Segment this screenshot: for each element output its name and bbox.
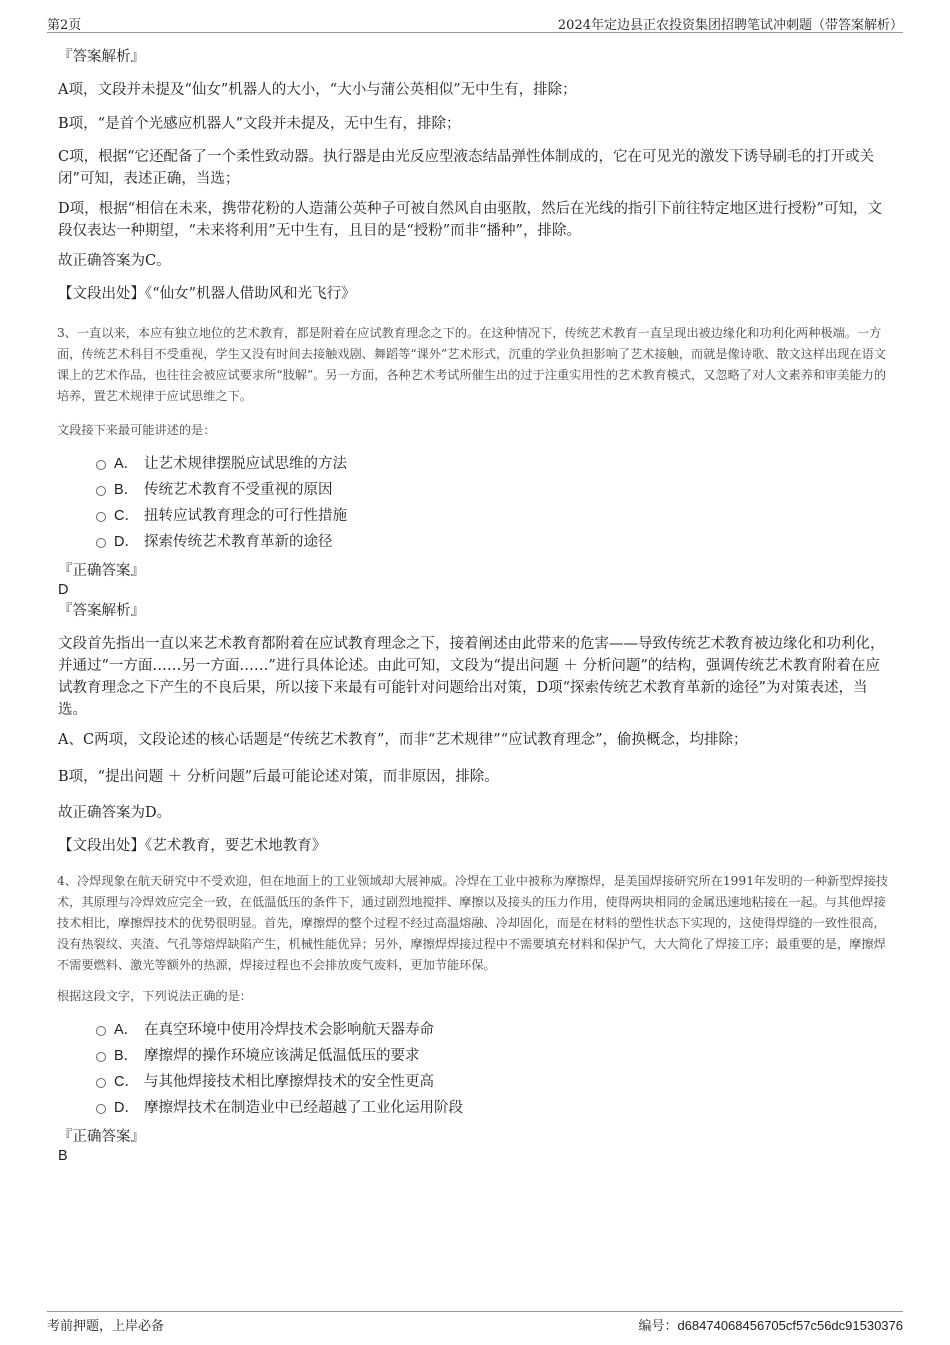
option-letter: D．	[114, 1100, 139, 1116]
q3-option-d[interactable]	[96, 531, 333, 553]
q3-answer: D	[58, 582, 69, 598]
analysis-line-b: B项，“是首个光感应机器人”文段并未提及，无中生有，排除；	[58, 116, 461, 132]
radio-icon[interactable]	[96, 538, 106, 548]
q3-analysis-1: 文段首先指出一直以来艺术教育都附着在应试教育理念之下，接着阐述由此带来的危害——导致传统艺术教育被边缘化和功利化，并通过“一方面……另一方面……”进行具体论述。由此可知，文段为“提出问题 ＋ 分析问题”的结构，强调传统艺术教育附着在应试教育理念之下产生的不良后果，所以接下来最有可能针对问题给出对策，D项“探索传统艺术教育革新的途径”为对策表述，当选。	[58, 636, 885, 718]
q4-option-a[interactable]	[96, 1019, 434, 1041]
q4-answer-label: 『正确答案』	[58, 1129, 145, 1145]
option-text: 扭转应试教育理念的可行性措施	[144, 508, 347, 524]
q3-source-citation: 【文段出处】《艺术教育，要艺术地教育》	[58, 838, 327, 854]
option-text: 与其他焊接技术相比摩擦焊技术的安全性更高	[144, 1074, 434, 1090]
q3-analysis-label: 『答案解析』	[58, 603, 145, 619]
radio-icon[interactable]	[96, 486, 106, 496]
radio-icon[interactable]	[96, 1104, 106, 1114]
footer-slogan: 考前押题，上岸必备	[47, 1319, 165, 1334]
q3-option-b[interactable]	[96, 479, 333, 501]
q4-answer: B	[58, 1148, 68, 1164]
q3-option-a[interactable]	[96, 453, 347, 475]
analysis-line-d: D项，根据“相信在未来，携带花粉的人造蒲公英种子可被自然风自由驱散，然后在光线的指引下前往特定地区进行授粉”可知，文段仅表达一种期望，“未来将利用”无中生有，且目的是“授粉”而非“播种”，排除。	[58, 201, 882, 239]
q4-option-d[interactable]	[96, 1097, 463, 1119]
q3-analysis-2: A、C两项，文段论述的核心话题是“传统艺术教育”，而非“艺术规律”“应试教育理念”，偷换概念，均排除；	[58, 732, 748, 748]
document-title: 2024年定边县正农投资集团招聘笔试冲刺题（带答案解析）	[557, 18, 903, 33]
q3-answer-label: 『正确答案』	[58, 563, 145, 579]
page-header	[47, 12, 903, 33]
option-letter: B．	[114, 482, 139, 498]
option-text: 让艺术规律摆脱应试思维的方法	[144, 456, 347, 472]
option-letter: C．	[114, 508, 139, 524]
option-letter: C．	[114, 1074, 139, 1090]
q3-option-c[interactable]	[96, 505, 347, 527]
q3-passage: 3、一直以来，本应有独立地位的艺术教育，都是附着在应试教育理念之下的。在这种情况下，传统艺术教育一直呈现出被边缘化和功利化两种极端。一方面，传统艺术科目不受重视，学生又没有时间去接触戏剧、舞蹈等“课外”艺术形式，沉重的学业负担影响了艺术接触，而就是像诗歌、散文这样出现在语文课上的艺术作品，也往往会被应试要求所“肢解”。另一方面，各种艺术考试所催生出的过于注重实用性的艺术教育模式，又忽略了对人文素养和审美能力的培养，置艺术规律于应试思维之下。	[57, 326, 887, 403]
page-number: 第2页	[47, 18, 82, 33]
analysis-line-c: C项，根据“它还配备了一个柔性致动器。执行器是由光反应型液态结晶弹性体制成的，它在可见光的激发下诱导刷毛的打开或关闭”可知，表述正确，当选；	[58, 149, 875, 187]
conclusion: 故正确答案为C。	[58, 253, 171, 269]
option-text: 在真空环境中使用冷焊技术会影响航天器寿命	[144, 1022, 434, 1038]
option-text: 摩擦焊技术在制造业中已经超越了工业化运用阶段	[144, 1100, 463, 1116]
option-letter: D．	[114, 534, 139, 550]
q4-stem: 根据这段文字，下列说法正确的是：	[57, 989, 252, 1003]
option-letter: A．	[114, 1022, 139, 1038]
option-text: 探索传统艺术教育革新的途径	[144, 534, 333, 550]
document-id: 编号：d68474068456705cf57c56dc91530376	[638, 1318, 903, 1333]
q4-option-c[interactable]	[96, 1071, 434, 1093]
radio-icon[interactable]	[96, 1052, 106, 1062]
radio-icon[interactable]	[96, 1026, 106, 1036]
radio-icon[interactable]	[96, 512, 106, 522]
radio-icon[interactable]	[96, 460, 106, 470]
q3-analysis-3: B项，“提出问题 ＋ 分析问题”后最可能论述对策，而非原因，排除。	[58, 769, 499, 785]
q3-stem: 文段接下来最可能讲述的是：	[57, 423, 216, 437]
analysis-line-a: A项，文段并未提及“仙女”机器人的大小，“大小与蒲公英相似”无中生有，排除；	[58, 82, 577, 98]
q4-passage: 4、冷焊现象在航天研究中不受欢迎，但在地面上的工业领域却大展神威。冷焊在工业中被称为摩擦焊，是美国焊接研究所在1991年发明的一种新型焊接技术，其原理与冷焊效应完全一致，在低温低压的条件下，通过剧烈地搅拌、摩擦以及接头的压力作用，使得两块相同的金属迅速地粘接在一起。与其他焊接技术相比，摩擦焊技术的优势很明显。首先，摩擦焊的整个过程不经过高温熔融、冷却固化，而是在材料的塑性状态下实现的，这使得焊缝的一致性很高，没有热裂纹、夹渣、气孔等熔焊缺陷产生，机械性能优异；另外，摩擦焊焊接过程中不需要填充材料和保护气，大大简化了焊接工序；最重要的是，摩擦焊不需要燃料、激光等额外的热源，焊接过程也不会排放废气废料，更加节能环保。	[57, 874, 888, 972]
option-text: 传统艺术教育不受重视的原因	[144, 482, 333, 498]
source-citation: 【文段出处】《“仙女”机器人借助风和光飞行》	[58, 286, 356, 302]
option-letter: B．	[114, 1048, 139, 1064]
option-letter: A．	[114, 456, 139, 472]
page-footer	[47, 1311, 903, 1334]
q3-conclusion: 故正确答案为D。	[58, 805, 172, 821]
option-text: 摩擦焊的操作环境应该满足低温低压的要求	[144, 1048, 420, 1064]
radio-icon[interactable]	[96, 1078, 106, 1088]
analysis-label: 『答案解析』	[58, 49, 145, 65]
q4-option-b[interactable]	[96, 1045, 420, 1067]
